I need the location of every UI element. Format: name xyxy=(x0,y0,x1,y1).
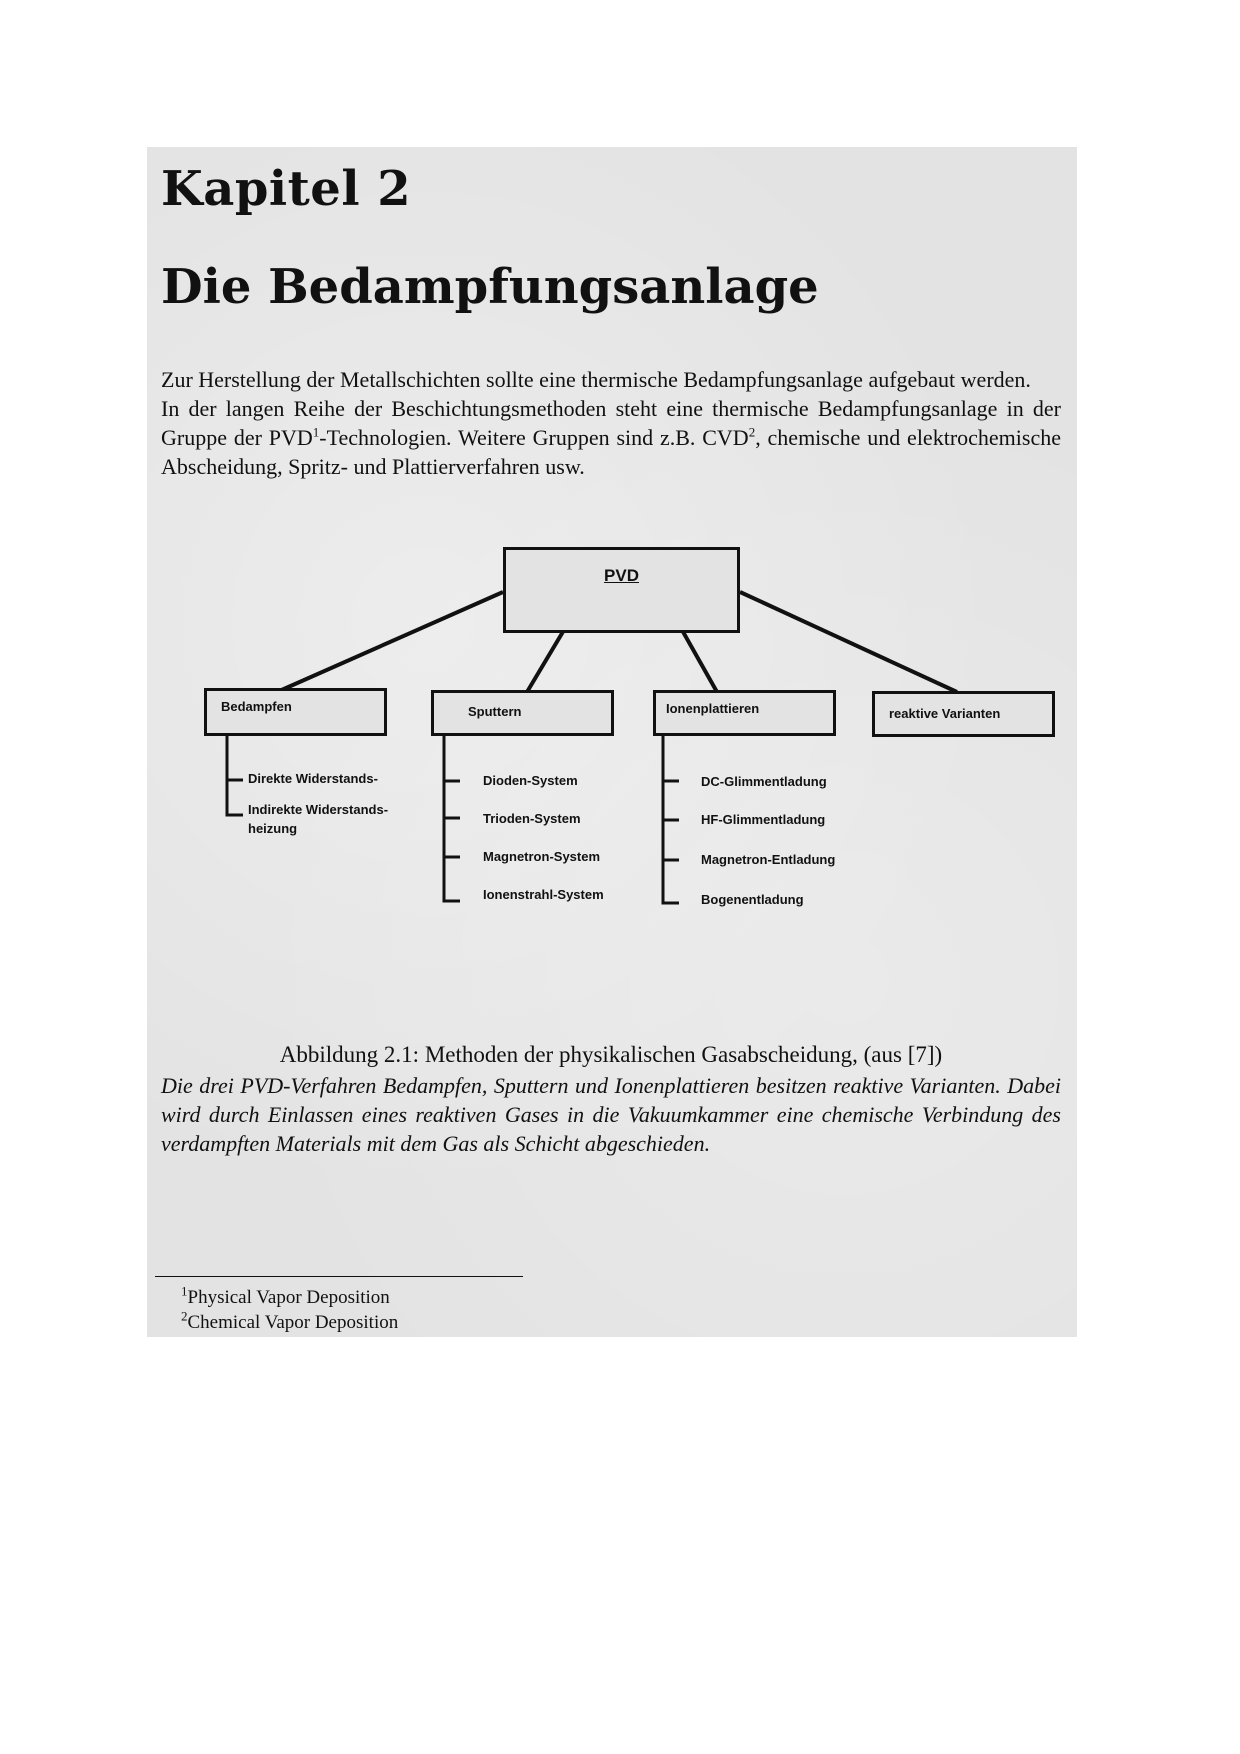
footnote-rule xyxy=(155,1276,523,1277)
footnote-ref-2[interactable]: 2 xyxy=(748,424,756,440)
bracket-bedampfen xyxy=(227,733,243,815)
paragraph-1: Zur Herstellung der Metallschichten sollte eine thermische Bedampfungsanlage aufgebaut werden. xyxy=(161,367,1031,392)
list-item-ionen-1: DC-Glimmentladung xyxy=(701,774,827,789)
box-ionenplattieren xyxy=(653,690,836,736)
caption-description: Die drei PVD-Verfahren Bedampfen, Sputtern und Ionenplattieren besitzen reaktive Varianten. Dabei wird durch Einlassen eines reaktiven Gases in die Vakuumkammer eine chemische Verbindung des verdampften Materials mit dem Gas als Schicht abgeschieden. xyxy=(161,1073,1061,1156)
list-item-sputtern-2: Trioden-System xyxy=(483,811,581,826)
list-item-ionen-3: Magnetron-Entladung xyxy=(701,852,836,867)
footnote-1-text: Physical Vapor Deposition xyxy=(187,1287,390,1308)
box-pvd xyxy=(503,547,740,633)
connector-bedampfen xyxy=(277,592,503,692)
footnote-1-mark: 1 xyxy=(181,1283,188,1299)
footnote-ref-1[interactable]: 1 xyxy=(312,424,320,440)
box-sputtern-label: Sputtern xyxy=(468,704,522,719)
box-ionenplattieren-label: Ionenplattieren xyxy=(666,701,760,716)
paragraph-2-part-c: , chemische und elektrochemische Abscheidung, Spritz- und Plattierverfahren usw. xyxy=(161,425,1061,479)
list-item-bedampfen-3: heizung xyxy=(248,821,298,836)
list-item-ionen-4: Bogenentladung xyxy=(701,892,804,907)
list-item-bedampfen-2: Indirekte Widerstands- xyxy=(248,802,389,817)
caption-title: Abbildung 2.1: Methoden der physikalischen Gasabscheidung, (aus [7]) xyxy=(279,1042,943,1067)
list-item-sputtern-4: Ionenstrahl-System xyxy=(483,887,604,902)
footnote-2-text: Chemical Vapor Deposition xyxy=(187,1312,399,1333)
footnotes xyxy=(181,1285,398,1335)
bracket-ionenplattieren xyxy=(663,733,679,903)
box-sputtern xyxy=(431,690,614,736)
connector-ionenplattieren xyxy=(682,630,717,692)
footnote-2-mark: 2 xyxy=(181,1308,188,1324)
connector-sputtern xyxy=(527,630,564,692)
figure-caption xyxy=(161,1040,1061,1158)
list-item-sputtern-1: Dioden-System xyxy=(483,773,578,788)
footnote-2 xyxy=(181,1310,398,1335)
body-text xyxy=(161,365,1061,481)
box-reaktive-varianten xyxy=(872,691,1055,737)
footnote-1 xyxy=(181,1285,398,1310)
scanned-page xyxy=(147,147,1077,1337)
paragraph-2-part-a: In der langen Reihe der Beschichtungsmethoden steht eine thermische Bedampfungsanlage in der Gruppe der PVD xyxy=(161,396,1061,450)
paragraph-2 xyxy=(161,394,1061,481)
connector-reaktive xyxy=(740,592,957,692)
paragraph-2-part-b: -Technologien. Weitere Gruppen sind z.B. CVD xyxy=(319,425,749,450)
box-bedampfen-label: Bedampfen xyxy=(221,699,292,714)
box-bedampfen xyxy=(204,688,387,736)
list-item-ionen-2: HF-Glimmentladung xyxy=(701,812,826,827)
chapter-heading: Kapitel 2 xyxy=(161,161,412,217)
list-item-bedampfen-1: Direkte Widerstands- xyxy=(248,771,378,786)
chapter-title: Die Bedampfungsanlage xyxy=(161,259,819,315)
box-reaktive-label: reaktive Varianten xyxy=(889,706,1001,721)
list-item-sputtern-3: Magnetron-System xyxy=(483,849,601,864)
box-pvd-label: PVD xyxy=(604,566,639,585)
